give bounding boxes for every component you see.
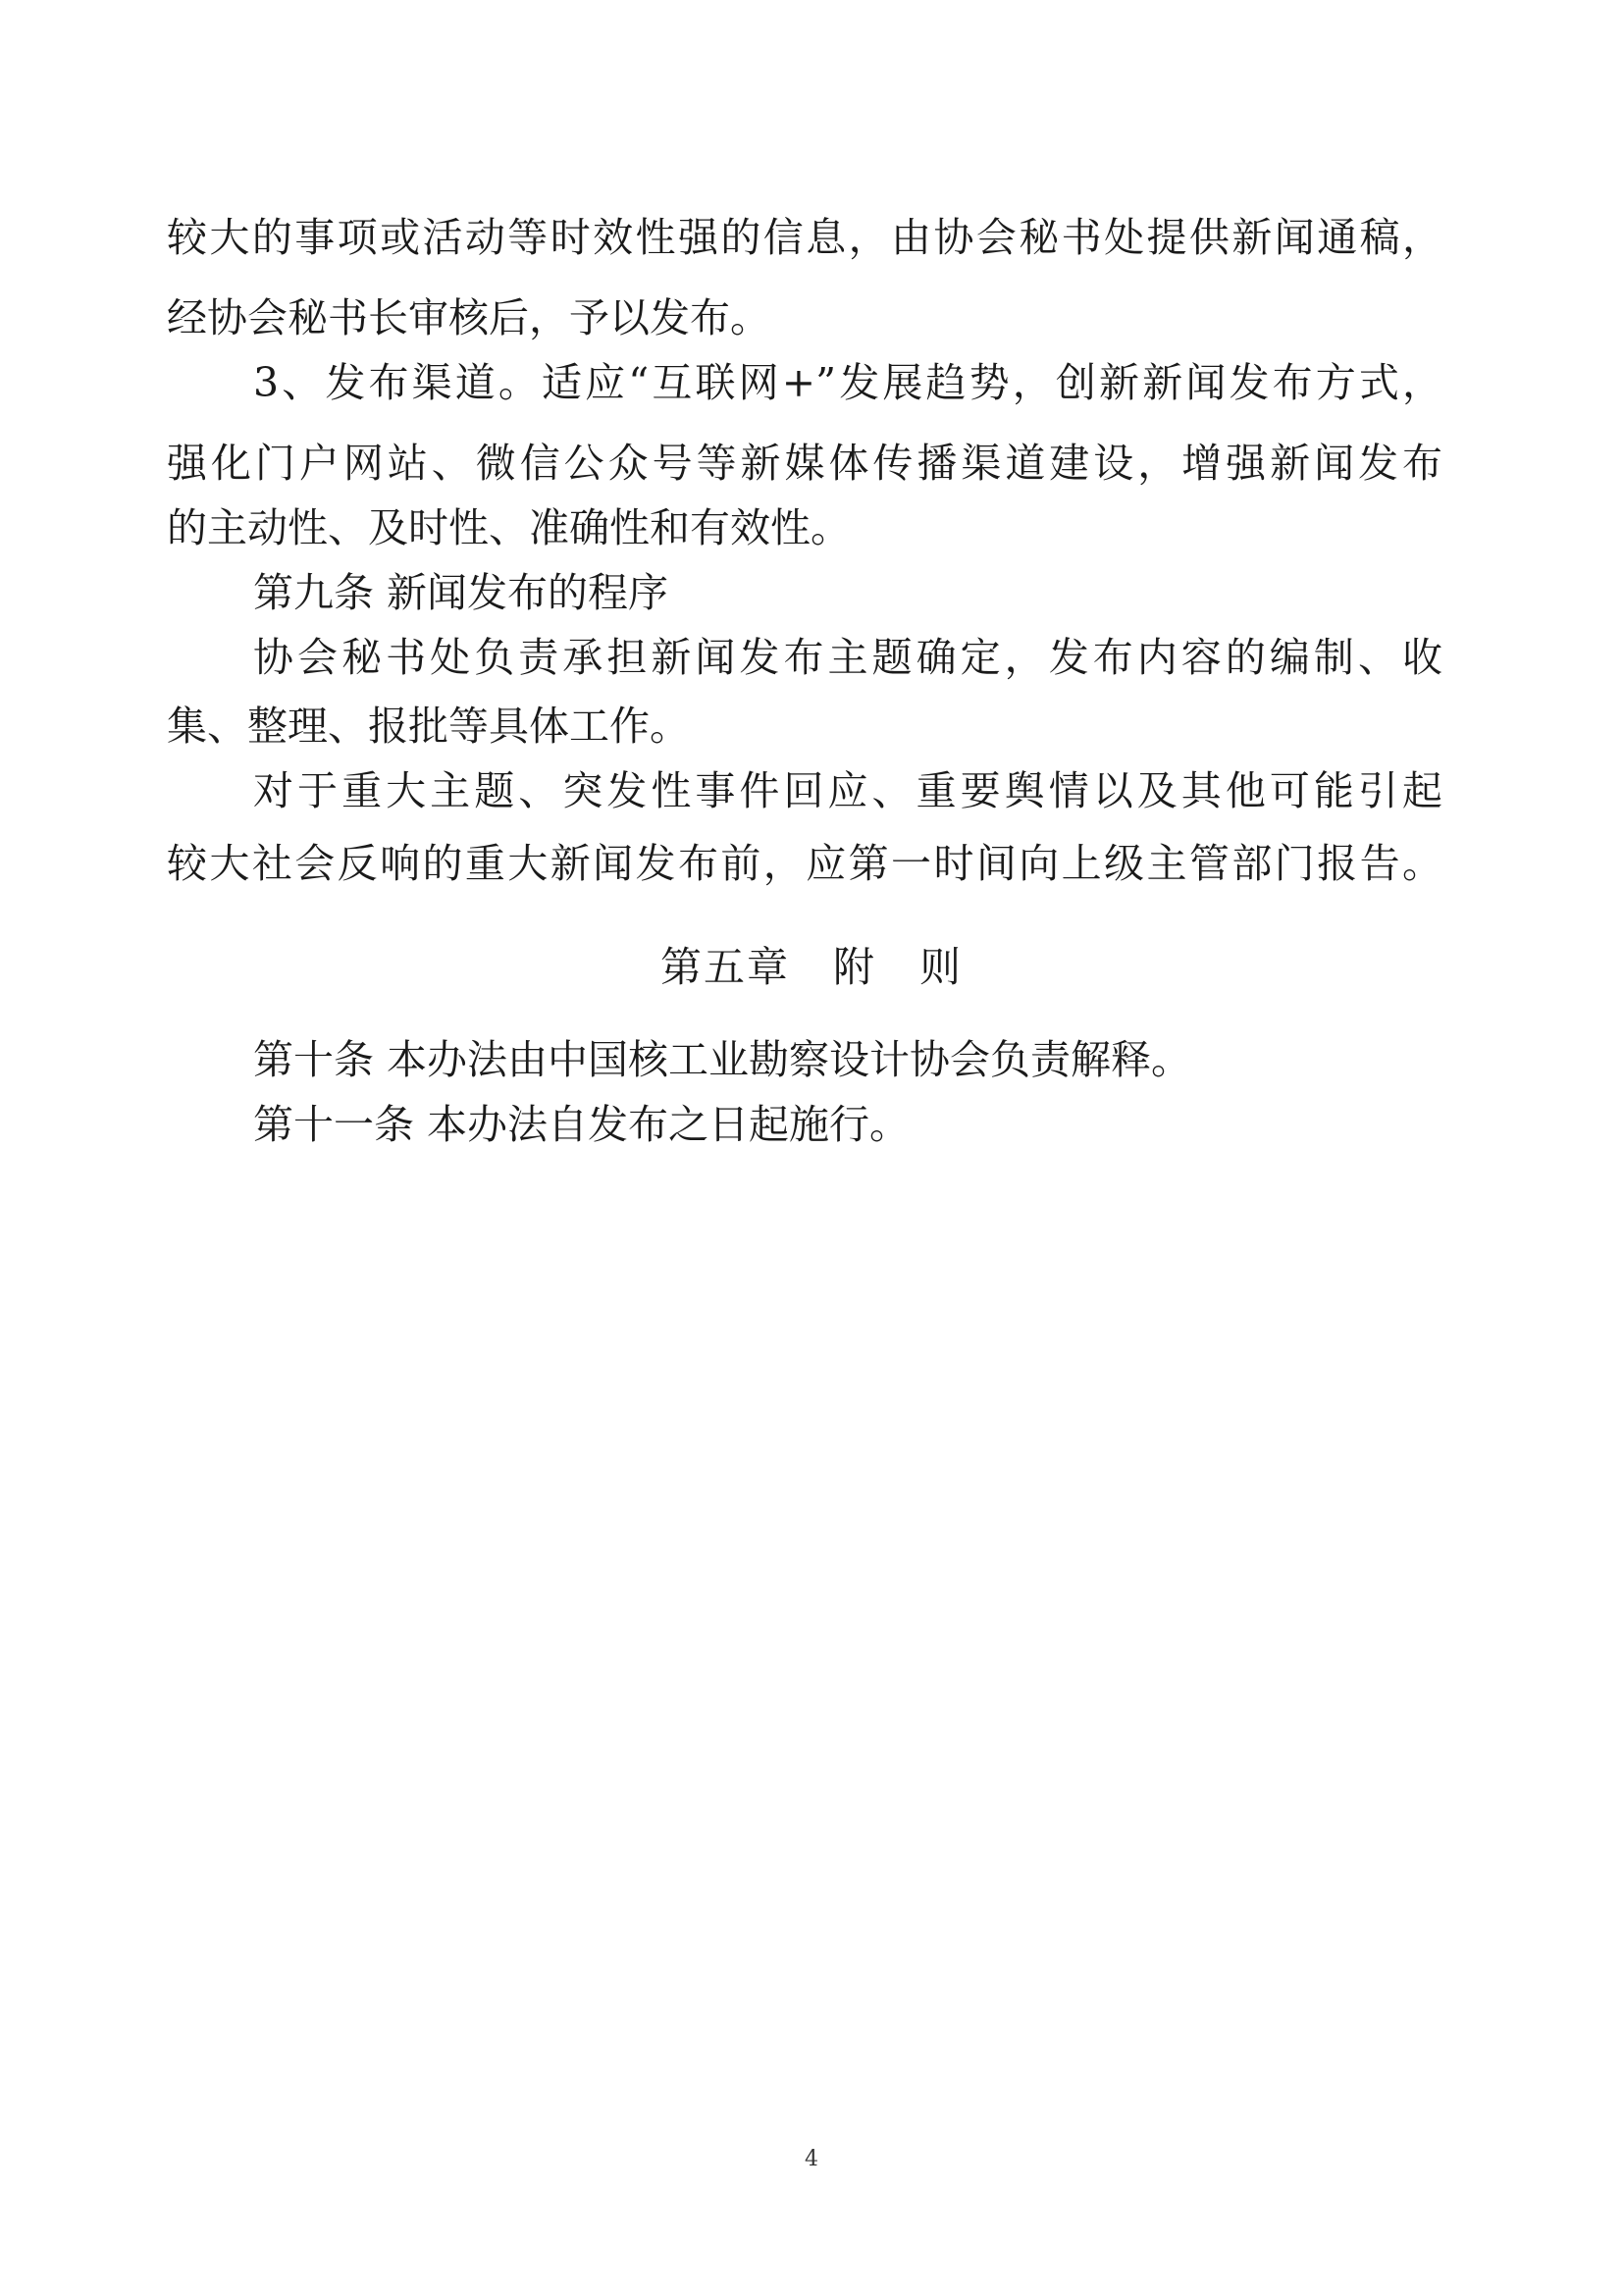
body-line-5: 的主动性、及时性、准确性和有效性。 (167, 504, 851, 551)
body-line-3: 3、发布渠道。适应“互联网+”发展趋势，创新新闻发布方式， (253, 359, 1442, 406)
body-line-10: 较大社会反响的重大新闻发布前，应第一时间向上级主管部门报告。 (167, 840, 1442, 887)
body-line-9: 对于重大主题、突发性事件回应、重要舆情以及其他可能引起 (253, 767, 1442, 814)
body-line-7: 协会秘书处负责承担新闻发布主题确定，发布内容的编制、收 (253, 634, 1442, 681)
body-line-4: 强化门户网站、微信公众号等新媒体传播渠道建设，增强新闻发布 (167, 440, 1442, 487)
article-9-heading: 第九条 新闻发布的程序 (253, 569, 669, 616)
article-10: 第十条 本办法由中国核工业勘察设计协会负责解释。 (253, 1036, 1192, 1083)
body-line-2: 经协会秘书长审核后，予以发布。 (167, 294, 770, 341)
body-line-8: 集、整理、报批等具体工作。 (167, 703, 690, 750)
article-11: 第十一条 本办法自发布之日起施行。 (253, 1101, 911, 1148)
page-number: 4 (805, 2147, 818, 2171)
chapter-heading: 第五章 附 则 (659, 943, 963, 991)
body-line-1: 较大的事项或活动等时效性强的信息，由协会秘书处提供新闻通稿， (167, 214, 1442, 261)
